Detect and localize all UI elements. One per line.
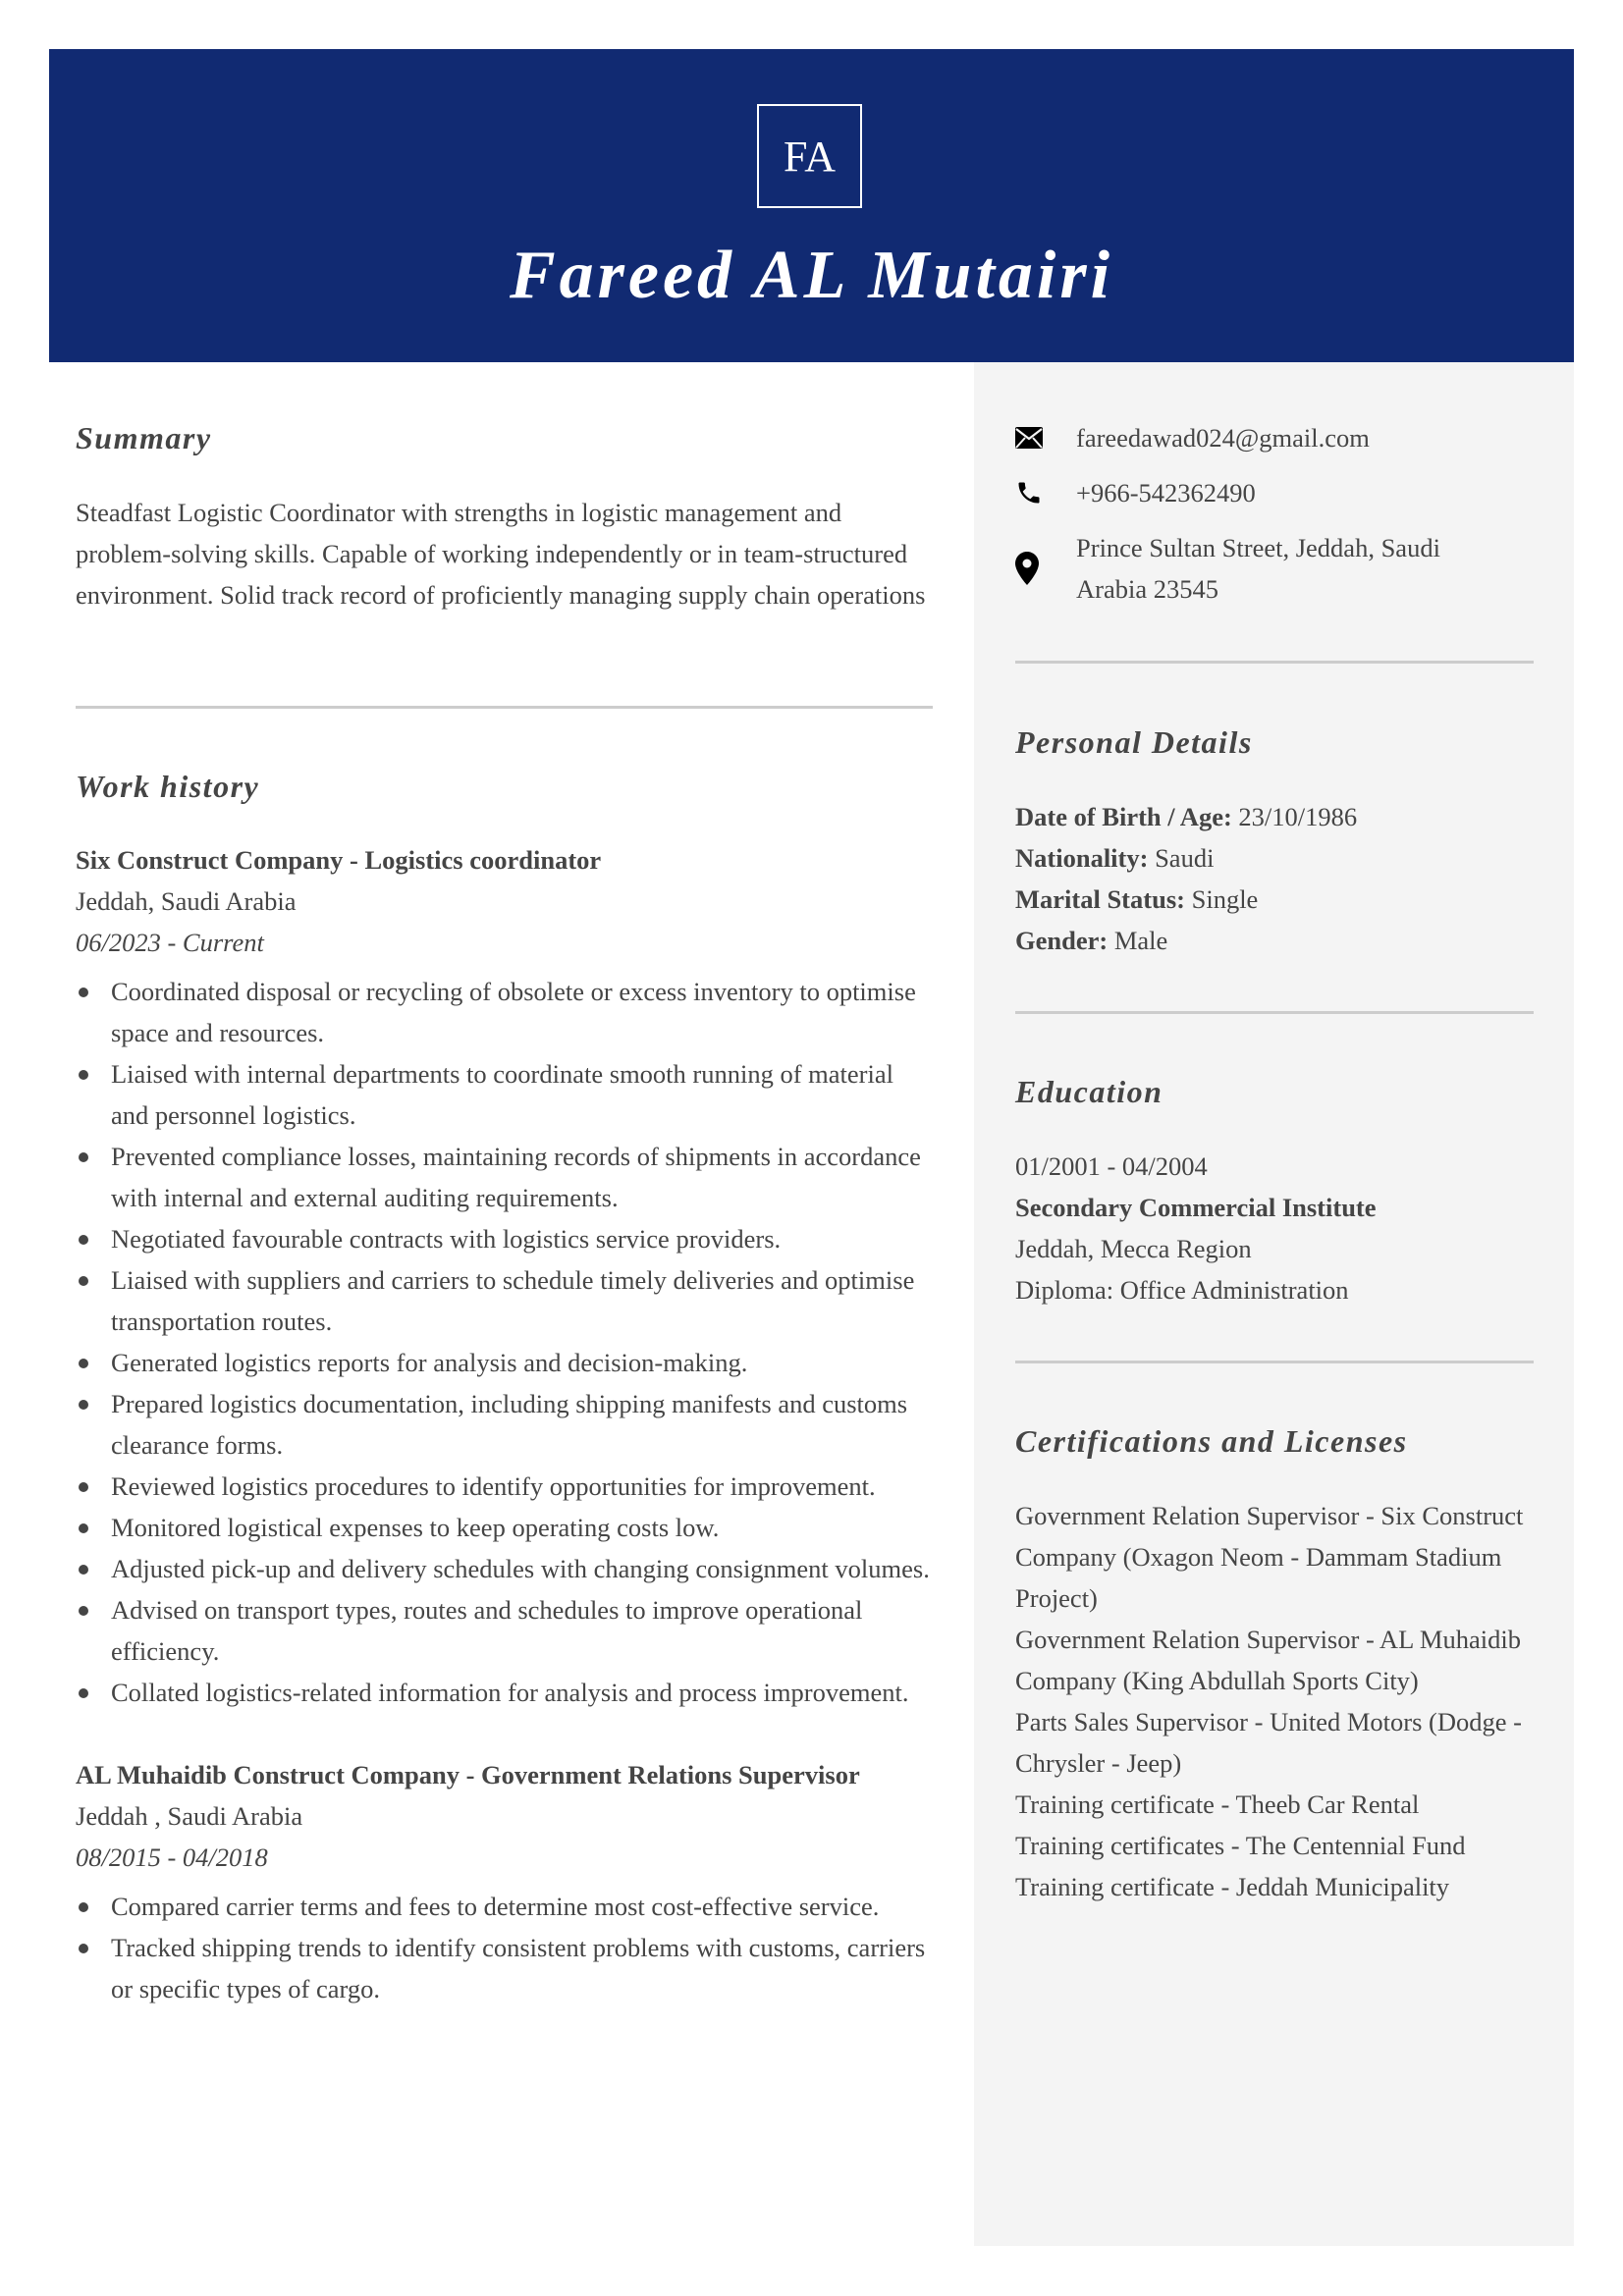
detail-label: Date of Birth / Age: [1015, 802, 1232, 831]
bullet-text: Monitored logistical expenses to keep operating costs low. [111, 1513, 720, 1542]
job-title: Six Construct Company - Logistics coordinator [76, 845, 602, 875]
job-entry [76, 1754, 933, 2009]
bullet-text: Prevented compliance losses, maintaining records of shipments in accordance with internal and external auditing requirements. [111, 1142, 921, 1212]
personal-details-list [1015, 796, 1357, 961]
certifications-heading: Certifications and Licenses [1015, 1423, 1408, 1459]
work-history-heading: Work history [76, 769, 260, 804]
bullet-item [76, 1507, 933, 1548]
bullet-icon [79, 1565, 88, 1575]
bullet-item [76, 1342, 933, 1383]
candidate-name: Fareed AL Mutairi [509, 238, 1114, 313]
bullet-icon [79, 988, 88, 997]
contact-address [1015, 527, 1534, 610]
bullet-item [76, 1259, 933, 1342]
bullet-text: Negotiated favourable contracts with logistics service providers. [111, 1224, 782, 1254]
monogram-initials: FA [784, 132, 836, 181]
job-title: AL Muhaidib Construct Company - Government Relations Supervisor [76, 1760, 860, 1789]
detail-label: Nationality: [1015, 843, 1149, 873]
bullet-item [76, 1672, 933, 1713]
bullet-icon [79, 1400, 88, 1410]
bullet-item [76, 1886, 933, 1927]
bullet-icon [79, 1482, 88, 1492]
detail-nationality [1015, 837, 1357, 879]
bullet-text: Collated logistics-related information for analysis and process improvement. [111, 1678, 909, 1707]
bullet-item [76, 1218, 933, 1259]
bullet-text: Adjusted pick-up and delivery schedules with changing consignment volumes. [111, 1554, 930, 1583]
bullet-icon [79, 1359, 88, 1368]
certification-item: Government Relation Supervisor - Six Construct Company (Oxagon Neom - Dammam Stadium Project) [1015, 1501, 1524, 1613]
bullet-icon [79, 1235, 88, 1245]
education-heading: Education [1015, 1074, 1163, 1109]
certifications-list [1015, 1495, 1545, 1907]
certification-item: Parts Sales Supervisor - United Motors (Dodge - Chrysler - Jeep) [1015, 1707, 1522, 1778]
job-location: Jeddah , Saudi Arabia [76, 1801, 303, 1831]
bullet-icon [79, 1523, 88, 1533]
certification-item: Government Relation Supervisor - AL Muhaidib Company (King Abdullah Sports City) [1015, 1625, 1521, 1695]
section-divider [76, 706, 933, 709]
bullet-text: Coordinated disposal or recycling of obsolete or excess inventory to optimise space and resources. [111, 977, 916, 1047]
job-dates: 06/2023 - Current [76, 928, 264, 957]
map-pin-icon [1015, 527, 1047, 610]
education-degree: Diploma: Office Administration [1015, 1275, 1349, 1305]
detail-value: Single [1191, 884, 1259, 914]
job-bullets [76, 971, 933, 1713]
contact-info [1015, 417, 1534, 623]
bullet-icon [79, 1902, 88, 1912]
bullet-icon [79, 1070, 88, 1080]
phone-icon [1015, 472, 1047, 513]
education-entry [1015, 1146, 1377, 1310]
education-dates: 01/2001 - 04/2004 [1015, 1151, 1208, 1181]
certification-item: Training certificates - The Centennial Fund [1015, 1831, 1466, 1860]
education-location: Jeddah, Mecca Region [1015, 1234, 1252, 1263]
job-location: Jeddah, Saudi Arabia [76, 886, 297, 916]
bullet-item [76, 1136, 933, 1218]
monogram-badge [757, 104, 862, 208]
address-text: Prince Sultan Street, Jeddah, Saudi Arabia 23545 [1076, 533, 1440, 604]
bullet-icon [79, 1276, 88, 1286]
summary-text: Steadfast Logistic Coordinator with strengths in logistic management and problem-solving skills. Capable of working independently or in team-structured environment. Solid track record of proficiently managing supply chain operations [76, 498, 926, 610]
bullet-item [76, 1927, 933, 2009]
personal-details-heading: Personal Details [1015, 724, 1253, 760]
bullet-text: Prepared logistics documentation, including shipping manifests and customs clearance forms. [111, 1389, 908, 1460]
bullet-text: Compared carrier terms and fees to determine most cost-effective service. [111, 1892, 880, 1921]
bullet-text: Reviewed logistics procedures to identify opportunities for improvement. [111, 1471, 876, 1501]
contact-phone [1015, 472, 1534, 513]
bullet-text: Tracked shipping trends to identify consistent problems with customs, carriers or specific types of cargo. [111, 1933, 926, 2003]
bullet-icon [79, 1944, 88, 1953]
contact-email [1015, 417, 1534, 458]
bullet-item [76, 1053, 933, 1136]
detail-value: Saudi [1155, 843, 1215, 873]
bullet-text: Liaised with suppliers and carriers to schedule timely deliveries and optimise transportation routes. [111, 1265, 915, 1336]
detail-label: Marital Status: [1015, 884, 1185, 914]
detail-label: Gender: [1015, 926, 1109, 955]
bullet-text: Liaised with internal departments to coordinate smooth running of material and personnel logistics. [111, 1059, 893, 1130]
job-bullets [76, 1886, 933, 2009]
certification-item: Training certificate - Jeddah Municipality [1015, 1872, 1450, 1901]
bullet-icon [79, 1606, 88, 1616]
bullet-item [76, 1383, 933, 1466]
section-divider [1015, 661, 1534, 664]
bullet-item [76, 971, 933, 1053]
detail-dob [1015, 796, 1357, 837]
section-divider [1015, 1011, 1534, 1014]
certification-item: Training certificate - Theeb Car Rental [1015, 1789, 1420, 1819]
bullet-text: Generated logistics reports for analysis and decision-making. [111, 1348, 748, 1377]
job-list [76, 839, 933, 2051]
resume-header [49, 49, 1574, 362]
section-divider [1015, 1361, 1534, 1363]
job-dates: 08/2015 - 04/2018 [76, 1842, 268, 1872]
bullet-item [76, 1548, 933, 1589]
summary-heading: Summary [76, 420, 212, 455]
job-entry [76, 839, 933, 1713]
bullet-item [76, 1466, 933, 1507]
email-link[interactable]: fareedawad024@gmail.com [1076, 423, 1370, 453]
bullet-text: Advised on transport types, routes and schedules to improve operational efficiency. [111, 1595, 863, 1666]
bullet-icon [79, 1152, 88, 1162]
envelope-icon [1015, 417, 1047, 458]
bullet-icon [79, 1688, 88, 1698]
detail-value: 23/10/1986 [1238, 802, 1358, 831]
detail-marital-status [1015, 879, 1357, 920]
bullet-item [76, 1589, 933, 1672]
detail-value: Male [1113, 926, 1168, 955]
phone-link[interactable]: +966-542362490 [1076, 478, 1256, 507]
detail-gender [1015, 920, 1357, 961]
education-school: Secondary Commercial Institute [1015, 1193, 1377, 1222]
